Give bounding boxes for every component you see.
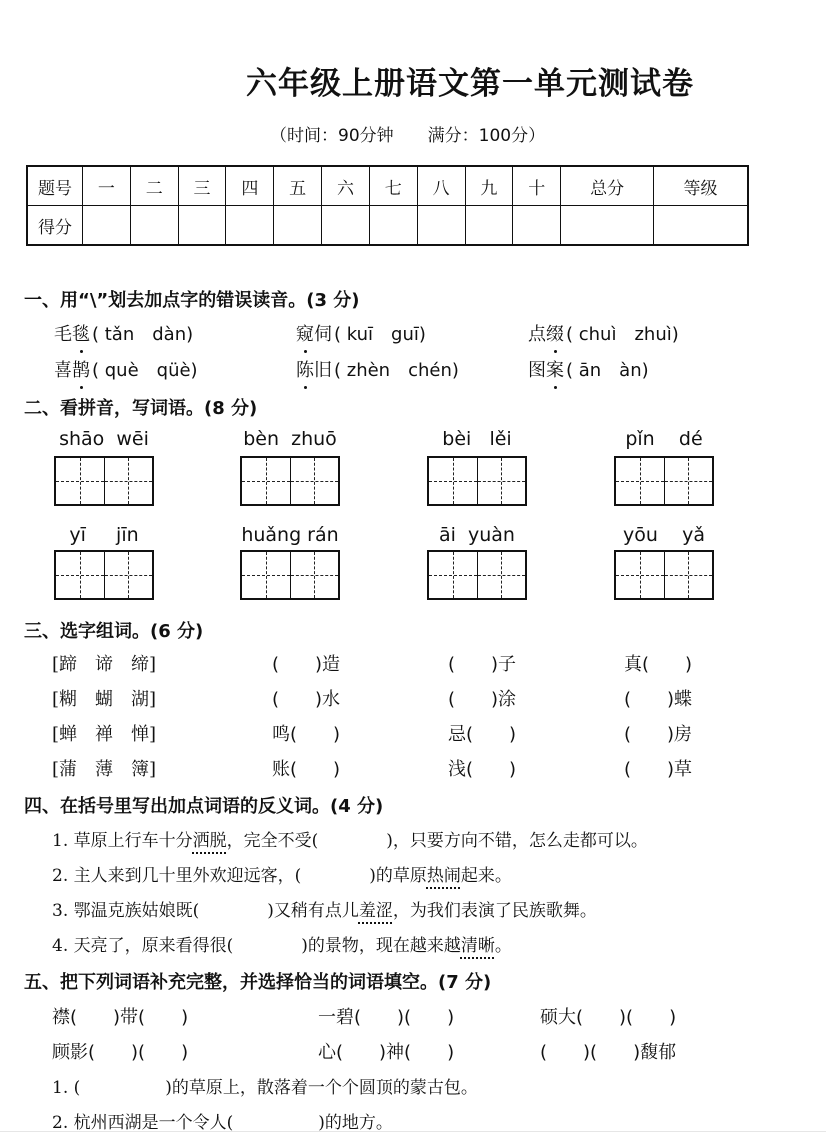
pinyin-options[interactable]: ( kuī guī) (334, 324, 426, 345)
writing-cell[interactable] (56, 552, 104, 598)
pinyin-label: bèn zhuō (243, 428, 337, 450)
section-2-heading: 二、看拼音，写词语。(8 分) (24, 398, 258, 419)
character-options: [糊 蝴 湖] (52, 689, 157, 710)
writing-cell[interactable] (242, 552, 290, 598)
pinyin-label: shāo wēi (59, 428, 149, 450)
writing-cell[interactable] (242, 458, 290, 504)
writing-cell[interactable] (56, 458, 104, 504)
header-cell: 五 (274, 166, 322, 206)
pinyin-label: yī jīn (69, 524, 139, 546)
writing-cell[interactable] (664, 458, 713, 504)
antonym-question[interactable] (52, 896, 597, 921)
score-input-cell[interactable] (178, 206, 226, 246)
pronunciation-item (296, 320, 426, 346)
idiom-blank[interactable]: 心( )神( ) (318, 1042, 455, 1063)
dotted-word: 热闹 (426, 866, 461, 886)
score-input-cell[interactable] (274, 206, 322, 246)
writing-cell[interactable] (290, 552, 339, 598)
header-cell: 二 (130, 166, 178, 206)
header-cell: 一 (83, 166, 131, 206)
antonym-question[interactable] (52, 826, 648, 851)
idiom-blank[interactable]: ( )( )馥郁 (540, 1042, 677, 1063)
pinyin-label: huǎng rán (241, 524, 339, 546)
dotted-char: 案 (546, 356, 564, 382)
question-text-end: ，为我们表演了民族歌舞。 (392, 901, 597, 921)
dotted-char: 陈 (296, 356, 314, 382)
dotted-char: 鹊 (72, 356, 90, 382)
header-cell: 六 (322, 166, 370, 206)
pronunciation-item (528, 320, 679, 346)
section-3-heading: 三、选字组词。(6 分) (24, 621, 204, 642)
character-options: [蒲 薄 簿] (52, 759, 157, 780)
section-1-heading: 一、用“\”划去加点字的错误读音。(3 分) (24, 290, 360, 311)
dotted-char: 毯 (72, 320, 90, 346)
character-options: [蹄 谛 缔] (52, 654, 157, 675)
writing-cell[interactable] (429, 552, 477, 598)
fill-blank[interactable]: 真( ) (624, 654, 693, 675)
writing-grid[interactable] (427, 456, 527, 506)
fill-blank[interactable]: 账( ) (272, 759, 341, 780)
score-input-cell[interactable] (83, 206, 131, 246)
exam-info: （时间：90分钟 满分：100分） (270, 126, 546, 146)
writing-cell[interactable] (290, 458, 339, 504)
character-options: [蝉 禅 惮] (52, 724, 157, 745)
score-input-cell[interactable] (226, 206, 274, 246)
writing-grid[interactable] (240, 550, 340, 600)
score-input-cell[interactable] (561, 206, 654, 246)
section-5-heading: 五、把下列词语补充完整，并选择恰当的词语填空。(7 分) (24, 972, 492, 993)
writing-grid[interactable] (614, 550, 714, 600)
header-cell: 三 (178, 166, 226, 206)
section-4-heading: 四、在括号里写出加点词语的反义词。(4 分) (24, 796, 384, 817)
word-suffix: 旧 (314, 360, 332, 381)
fill-sentence[interactable]: 2. 杭州西湖是一个令人( )的地方。 (52, 1113, 393, 1133)
question-text-end: 。 (494, 936, 512, 956)
writing-cell[interactable] (429, 458, 477, 504)
writing-grid[interactable] (54, 550, 154, 600)
antonym-question[interactable] (52, 861, 512, 886)
writing-cell[interactable] (477, 552, 526, 598)
fill-blank[interactable]: ( )造 (272, 654, 341, 675)
page-title: 六年级上册语文第一单元测试卷 (246, 66, 694, 102)
score-input-cell[interactable] (417, 206, 465, 246)
header-cell: 九 (465, 166, 513, 206)
score-input-cell[interactable] (369, 206, 417, 246)
dotted-char: 窥 (296, 320, 314, 346)
dotted-word: 清晰 (460, 936, 495, 956)
idiom-blank[interactable]: 硕大( )( ) (540, 1007, 677, 1028)
score-table-score-row (27, 206, 748, 246)
header-cell: 总分 (561, 166, 654, 206)
fill-blank[interactable]: ( )子 (448, 654, 517, 675)
writing-cell[interactable] (104, 552, 153, 598)
fill-blank[interactable]: ( )草 (624, 759, 693, 780)
antonym-question[interactable] (52, 931, 512, 956)
dotted-char: 缀 (546, 320, 564, 346)
pinyin-label: āi yuàn (439, 524, 515, 546)
score-table (26, 165, 749, 246)
pronunciation-item (54, 320, 193, 346)
fill-sentence[interactable]: 1. ( )的草原上，散落着一个个圆顶的蒙古包。 (52, 1078, 478, 1098)
score-table-header-row (27, 166, 748, 206)
pronunciation-item (528, 356, 649, 382)
header-label: 题号 (27, 166, 83, 206)
dotted-word: 洒脱 (192, 831, 227, 851)
fill-blank[interactable]: ( )蝶 (624, 689, 693, 710)
pinyin-options[interactable]: ( què qüè) (92, 360, 198, 381)
header-cell: 八 (417, 166, 465, 206)
writing-cell[interactable] (477, 458, 526, 504)
writing-grid[interactable] (614, 456, 714, 506)
page-bottom-edge (0, 1131, 826, 1132)
question-text-start: 3. 鄂温克族姑娘既( )又稍有点儿 (52, 901, 359, 921)
writing-grid[interactable] (54, 456, 154, 506)
fill-blank[interactable]: 鸣( ) (272, 724, 341, 745)
fill-blank[interactable]: ( )房 (624, 724, 693, 745)
fill-blank[interactable]: 忌( ) (448, 724, 517, 745)
fill-blank[interactable]: ( )涂 (448, 689, 517, 710)
pinyin-label: pǐn dé (625, 428, 703, 450)
writing-cell[interactable] (104, 458, 153, 504)
fill-blank[interactable]: ( )水 (272, 689, 341, 710)
pinyin-label: yōu yǎ (623, 524, 705, 546)
idiom-blank[interactable]: 襟( )带( ) (52, 1007, 189, 1028)
question-text-start: 4. 天亮了，原来看得很( )的景物，现在越来越 (52, 936, 461, 956)
pronunciation-item (54, 356, 198, 382)
idiom-blank[interactable]: 顾影( )( ) (52, 1042, 189, 1063)
score-input-cell[interactable] (322, 206, 370, 246)
question-text-start: 2. 主人来到几十里外欢迎远客，( )的草原 (52, 866, 427, 886)
header-cell: 等级 (654, 166, 748, 206)
question-text-end: 起来。 (460, 866, 512, 886)
score-input-cell[interactable] (654, 206, 748, 246)
header-cell: 四 (226, 166, 274, 206)
pinyin-options[interactable]: ( tǎn dàn) (92, 324, 194, 345)
writing-cell[interactable] (616, 458, 664, 504)
writing-cell[interactable] (664, 552, 713, 598)
pinyin-options[interactable]: ( zhèn chén) (334, 360, 459, 381)
question-text-end: ，完全不受( )，只要方向不错，怎么走都可以。 (226, 831, 648, 851)
question-text-start: 1. 草原上行车十分 (52, 831, 193, 851)
score-input-cell[interactable] (465, 206, 513, 246)
header-cell: 十 (513, 166, 561, 206)
dotted-word: 羞涩 (358, 901, 393, 921)
word-prefix: 点 (528, 324, 546, 345)
writing-grid[interactable] (240, 456, 340, 506)
pinyin-options[interactable]: ( ān àn) (566, 360, 649, 381)
word-prefix: 图 (528, 360, 546, 381)
score-input-cell[interactable] (513, 206, 561, 246)
pinyin-options[interactable]: ( chuì zhuì) (566, 324, 679, 345)
writing-grid[interactable] (427, 550, 527, 600)
word-prefix: 喜 (54, 360, 72, 381)
pronunciation-item (296, 356, 459, 382)
writing-cell[interactable] (616, 552, 664, 598)
word-suffix: 伺 (314, 324, 332, 345)
fill-blank[interactable]: 浅( ) (448, 759, 517, 780)
score-input-cell[interactable] (130, 206, 178, 246)
header-cell: 七 (369, 166, 417, 206)
idiom-blank[interactable]: 一碧( )( ) (318, 1007, 455, 1028)
score-row-label: 得分 (27, 206, 83, 246)
word-prefix: 毛 (54, 324, 72, 345)
pinyin-label: bèi lěi (442, 428, 512, 450)
